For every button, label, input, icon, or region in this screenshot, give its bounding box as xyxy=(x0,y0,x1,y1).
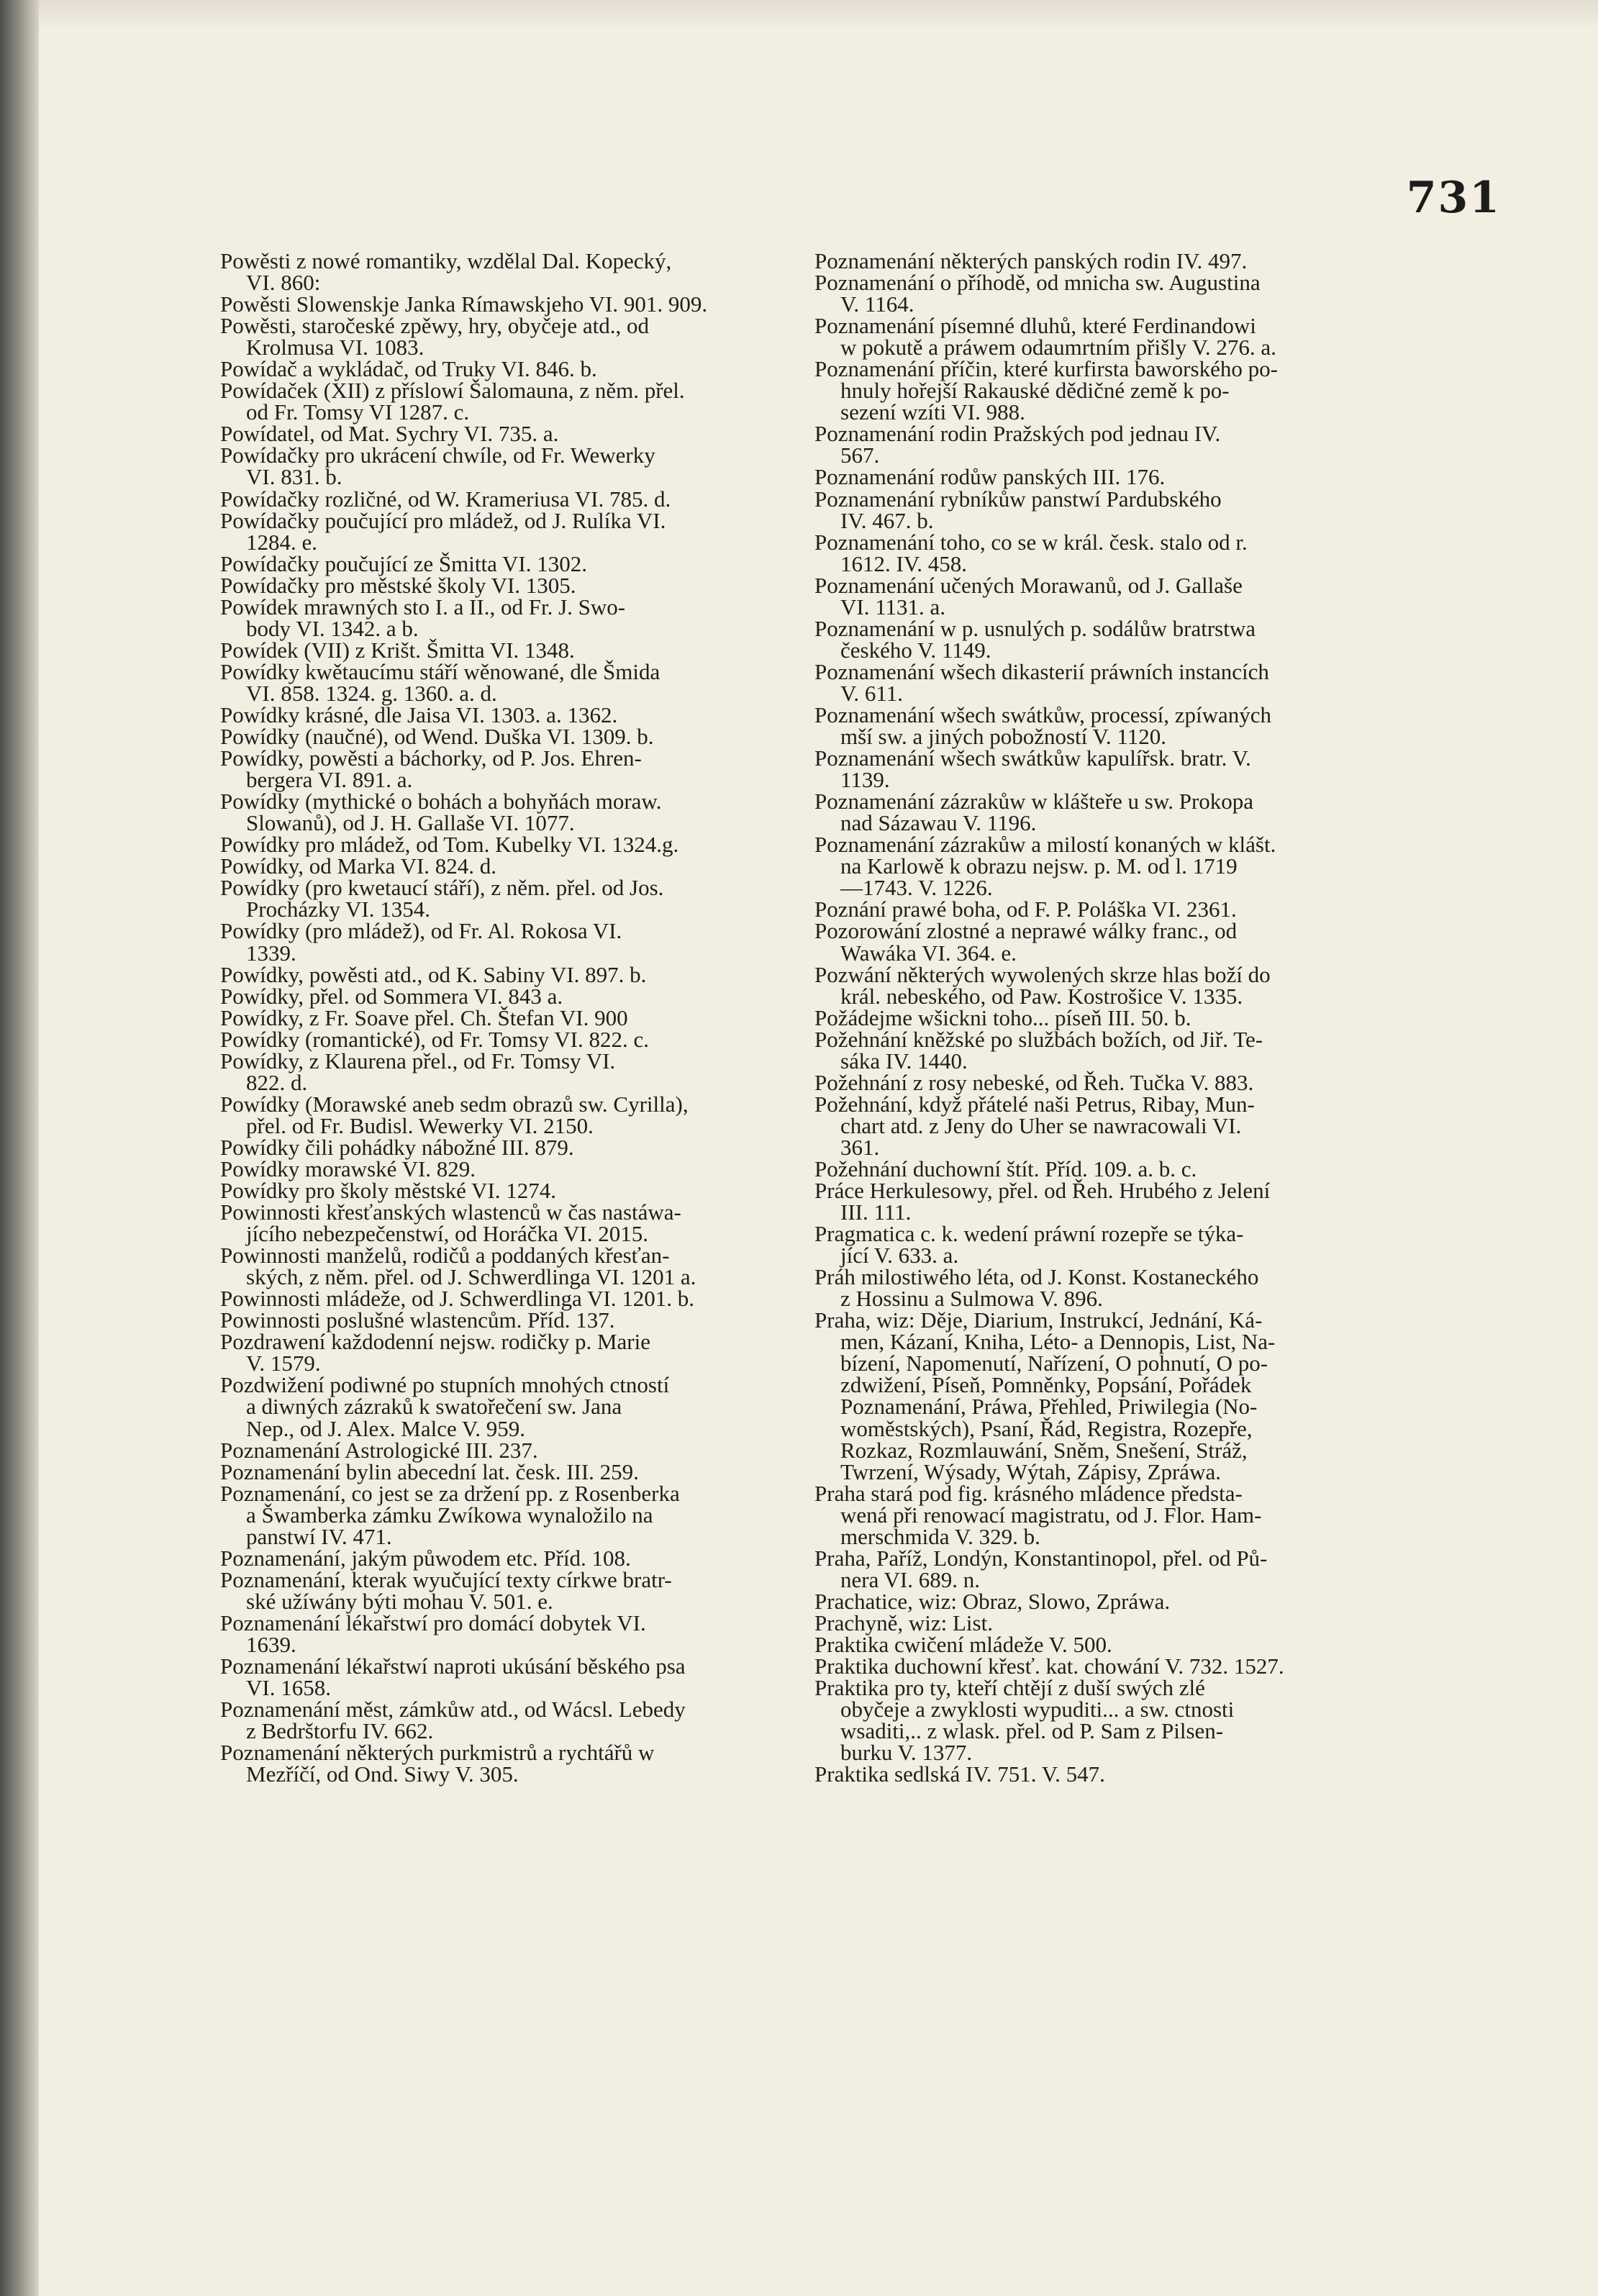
index-entry: Powídek mrawných sto I. a II., od Fr. J. Swo- body VI. 1342. a b. xyxy=(220,594,626,641)
index-entry: Poznamenání Astrologické III. 237. xyxy=(220,1437,538,1463)
index-entry: Poznamenání wšech dikasterií práwních instancích V. 611. xyxy=(814,658,1269,706)
index-entry: Pozdrawení každodenní nejsw. rodičky p. Marie V. 1579. xyxy=(220,1329,651,1376)
index-entry: Požehnání, když přátelé naši Petrus, Ribay, Mun- chart atd. z Jeny do Uher se nawracowali VI. 361. xyxy=(814,1091,1255,1160)
index-entry: Powídačky pro ukrácení chwíle, od Fr. Wewerky VI. 831. b. xyxy=(220,443,655,490)
index-entry: Poznamenání lékařstwí naproti ukúsání běského psa VI. 1658. xyxy=(220,1653,686,1701)
index-entry: Powídky morawské VI. 829. xyxy=(220,1156,476,1181)
index-entry: Poznamenání w p. usnulých p. sodálůw bratrstwa českého V. 1149. xyxy=(814,615,1256,663)
index-entry: Poznamenání písemné dluhů, které Ferdinandowi w pokutě a práwem odaumrtním přišly V. 276. a. xyxy=(814,313,1276,360)
index-entry: Praha, wiz: Děje, Diarium, Instrukcí, Jednání, Ká- men, Kázaní, Kniha, Léto- a Dennopis, List, Na- bízení, Napomenutí, Nařízení, O pohnutí, O po- zdwižení, Píseň, Pomněnky, Popsání, Pořádek Poznamenání, Práwa, Přehled, Priwilegia (No- woměstských), Psaní, Řád, Registra, Rozepře, Rozkaz, Rozmlauwání, Sněm, Snešení, Stráž, Twrzení, Wýsady, Wýtah, Zápisy, Zpráwa. xyxy=(814,1307,1276,1484)
index-entry: Powinnosti křesťanských wlastenců w čas nastáwa- jícího nebezpečenstwí, od Horáčka VI. 2015. xyxy=(220,1199,681,1247)
index-entry: Powídky, powěsti a báchorky, od P. Jos. Ehren- bergera VI. 891. a. xyxy=(220,745,642,793)
index-entry: Powídky (Morawské aneb sedm obrazů sw. Cyrilla), přel. od Fr. Budisl. Wewerky VI. 2150. xyxy=(220,1091,689,1138)
index-entry: Powídky krásné, dle Jaisa VI. 1303. a. 1362. xyxy=(220,702,618,727)
index-entry: Powěsti Slowenskje Janka Rímawskjeho VI. 901. 909. xyxy=(220,291,708,317)
index-entry: Poznamenání lékařstwí pro domácí dobytek VI. 1639. xyxy=(220,1610,646,1657)
index-entry: Požehnání duchowní štít. Příd. 109. a. b. c. xyxy=(814,1156,1197,1181)
index-entry: Prachatice, wiz: Obraz, Slowo, Zpráwa. xyxy=(814,1588,1171,1614)
index-entry: Powídky čili pohádky nábožné III. 879. xyxy=(220,1134,574,1160)
index-entry: Powídky, od Marka VI. 824. d. xyxy=(220,853,497,879)
index-entry: Poznamenání o příhodě, od mnicha sw. Augustina V. 1164. xyxy=(814,270,1261,317)
index-entry: Práh milostiwého léta, od J. Konst. Kostaneckého z Hossinu a Sulmowa V. 896. xyxy=(814,1264,1259,1312)
index-entry: Poznamenání, co jest se za držení pp. z Rosenberka a Šwamberka zámku Zwíkowa wynaložilo na panstwí IV. 471. xyxy=(220,1480,680,1549)
index-entry: Poznamenání rodin Pražských pod jednau IV. 567. xyxy=(814,421,1221,468)
index-entry: Poznamenání wšech swátkůw, processí, zpíwaných mší sw. a jiných pobožností V. 1120. xyxy=(814,702,1272,750)
index-entry: Powídačky poučující pro mládež, od J. Rulíka VI. 1284. e. xyxy=(220,507,666,555)
index-entry: Powídačky poučující ze Šmitta VI. 1302. xyxy=(220,550,587,576)
index-entry: Poznamenání rodůw panských III. 176. xyxy=(814,464,1166,490)
index-entry: Powídky pro mládež, od Tom. Kubelky VI. 1324.g. xyxy=(220,832,679,858)
index-entry: Požehnání kněžské po službách božích, od Jiř. Te- sáka IV. 1440. xyxy=(814,1026,1263,1074)
index-entry: Powídky (mythické o bohách a bohyňách moraw. Slowanů), od J. H. Gallaše VI. 1077. xyxy=(220,789,662,836)
index-entry: Poznamenání některých panských rodin IV. 497. xyxy=(814,248,1248,273)
page-top-shadow xyxy=(39,0,1598,29)
index-entry: Poznamenání wšech swátkůw kapulířsk. bratr. V. 1139. xyxy=(814,745,1251,793)
index-entry: Poznamenání měst, zámkůw atd., od Wácsl. Lebedy z Bedrštorfu IV. 662. xyxy=(220,1697,686,1744)
index-entry: Powídky (pro kwetaucí stáří), z něm. přel. od Jos. Procházky VI. 1354. xyxy=(220,875,664,922)
index-entry: Powídačky rozličné, od W. Krameriusa VI. 785. d. xyxy=(220,486,671,512)
index-entry: Poznamenání některých purkmistrů a rychtářů w Mezříčí, od Ond. Siwy V. 305. xyxy=(220,1740,655,1787)
index-entry: Praktika duchowní křesť. kat. chowání V. 732. 1527. xyxy=(814,1653,1284,1679)
index-entry: Poznamenání rybníkůw panstwí Pardubského IV. 467. b. xyxy=(814,486,1222,533)
index-entry: Powídky (naučné), od Wend. Duška VI. 1309. b. xyxy=(220,724,654,750)
page-number: 731 xyxy=(1406,173,1501,223)
index-entry: Powídky, z Klaurena přel., od Fr. Tomsy VI. 822. d. xyxy=(220,1048,616,1095)
index-entry: Poznamenání bylin abecední lat. česk. III. 259. xyxy=(220,1458,639,1484)
index-entry: Praktika pro ty, kteří chtějí z duší swých zlé obyčeje a zwyklosti wypuditi... a sw. ctnosti wsaditi,.. z wlask. přel. od P. Sam z Pilsen- burku V. 1377. xyxy=(814,1675,1235,1766)
index-entry: Powídky, z Fr. Soave přel. Ch. Štefan VI. 900 xyxy=(220,1004,628,1030)
index-entry: Powídky (romantické), od Fr. Tomsy VI. 822. c. xyxy=(220,1026,649,1052)
index-entry: Poznamenání zázrakůw w klášteře u sw. Prokopa nad Sázawau V. 1196. xyxy=(814,789,1254,836)
index-entry: Powinnosti manželů, rodičů a poddaných křesťan- ských, z něm. přel. od J. Schwerdlinga VI. 1201 a. xyxy=(220,1243,696,1290)
index-entry: Powídek (VII) z Krišt. Šmitta VI. 1348. xyxy=(220,637,575,663)
index-entry: Pozwání některých wywolených skrze hlas boží do král. nebeského, od Paw. Kostrošice V. 1335. xyxy=(814,961,1271,1009)
index-entry: Poznamenání učených Morawanů, od J. Gallaše VI. 1131. a. xyxy=(814,572,1243,620)
index-entry: Pozdwižení podiwné po stupních mnohých ctností a diwných zázraků k swatořečení sw. Jana Nep., od J. Alex. Malce V. 959. xyxy=(220,1372,670,1441)
index-entry: Poznamenání, kterak wyučující texty církwe bratr- ské užíwány býti mohau V. 501. e. xyxy=(220,1566,672,1614)
index-entry: Powinnosti mládeže, od J. Schwerdlinga VI. 1201. b. xyxy=(220,1286,694,1312)
index-entry: Powinnosti poslušné wlastencům. Příd. 137. xyxy=(220,1307,615,1333)
index-column-left xyxy=(220,250,781,1785)
index-entry: Poznání prawé boha, od F. P. Poláška VI. 2361. xyxy=(814,897,1237,922)
index-entry: Praha stará pod fig. krásného mládence předsta- wená při renowací magistratu, od J. Flor. Ham- merschmida V. 329. b. xyxy=(814,1480,1262,1549)
index-entry: Požehnání z rosy nebeské, od Řeh. Tučka V. 883. xyxy=(814,1069,1254,1095)
index-entry: Poznamenání toho, co se w král. česk. stalo od r. 1612. IV. 458. xyxy=(814,529,1248,576)
index-entry: Powídky kwětaucímu stáří wěnowané, dle Šmida VI. 858. 1324. g. 1360. a. d. xyxy=(220,658,660,706)
index-entry: Praha, Paříž, Londýn, Konstantinopol, přel. od Pů- nera VI. 689. n. xyxy=(814,1545,1268,1592)
index-entry: Powídač a wykládač, od Truky VI. 846. b. xyxy=(220,356,597,382)
index-entry: Powídaček (XII) z příslowí Šalomauna, z něm. přel. od Fr. Tomsy VI 1287. c. xyxy=(220,378,685,425)
index-entry: Powídky, přel. od Sommera VI. 843 a. xyxy=(220,983,563,1009)
index-entry: Praktika cwičení mládeže V. 500. xyxy=(814,1632,1112,1657)
index-entry: Práce Herkulesowy, přel. od Řeh. Hrubého z Jelení III. 111. xyxy=(814,1178,1271,1225)
index-column-right xyxy=(814,250,1374,1785)
index-entry: Praktika sedlská IV. 751. V. 547. xyxy=(814,1761,1105,1787)
index-entry: Poznamenání, jakým půwodem etc. Příd. 108. xyxy=(220,1545,631,1571)
index-entry: Powídatel, od Mat. Sychry VI. 735. a. xyxy=(220,421,559,447)
index-entry: Prachyně, wiz: List. xyxy=(814,1610,993,1635)
index-entry: Powídky, powěsti atd., od K. Sabiny VI. 897. b. xyxy=(220,961,647,987)
index-entry: Poznamenání zázrakůw a milostí konaných w klášt. na Karlowě k obrazu nejsw. p. M. od l. 1719 —1743. V. 1226. xyxy=(814,832,1276,901)
index-entry: Powěsti, staročeské zpěwy, hry, obyčeje atd., od Krolmusa VI. 1083. xyxy=(220,313,649,360)
index-entry: Powídky (pro mládež), od Fr. Al. Rokosa VI. 1339. xyxy=(220,918,622,966)
index-entry: Pozorowání zlostné a neprawé wálky franc., od Wawáka VI. 364. e. xyxy=(814,918,1238,966)
index-entry: Powídky pro školy městské VI. 1274. xyxy=(220,1178,557,1204)
index-entry: Poznamenání příčin, které kurfirsta baworského po- hnuly hořejší Rakauské dědičné země k po- sezení wzíti VI. 988. xyxy=(814,356,1278,425)
index-entry: Powídačky pro městské školy VI. 1305. xyxy=(220,572,576,598)
index-entry: Pragmatica c. k. wedení práwní rozepře se týka- jící V. 633. a. xyxy=(814,1221,1244,1269)
index-entry: Požádejme wšickni toho... píseň III. 50. b. xyxy=(814,1004,1191,1030)
index-entry: Powěsti z nowé romantiky, wzdělal Dal. Kopecký, VI. 860: xyxy=(220,248,672,296)
binding-edge xyxy=(0,0,39,2296)
